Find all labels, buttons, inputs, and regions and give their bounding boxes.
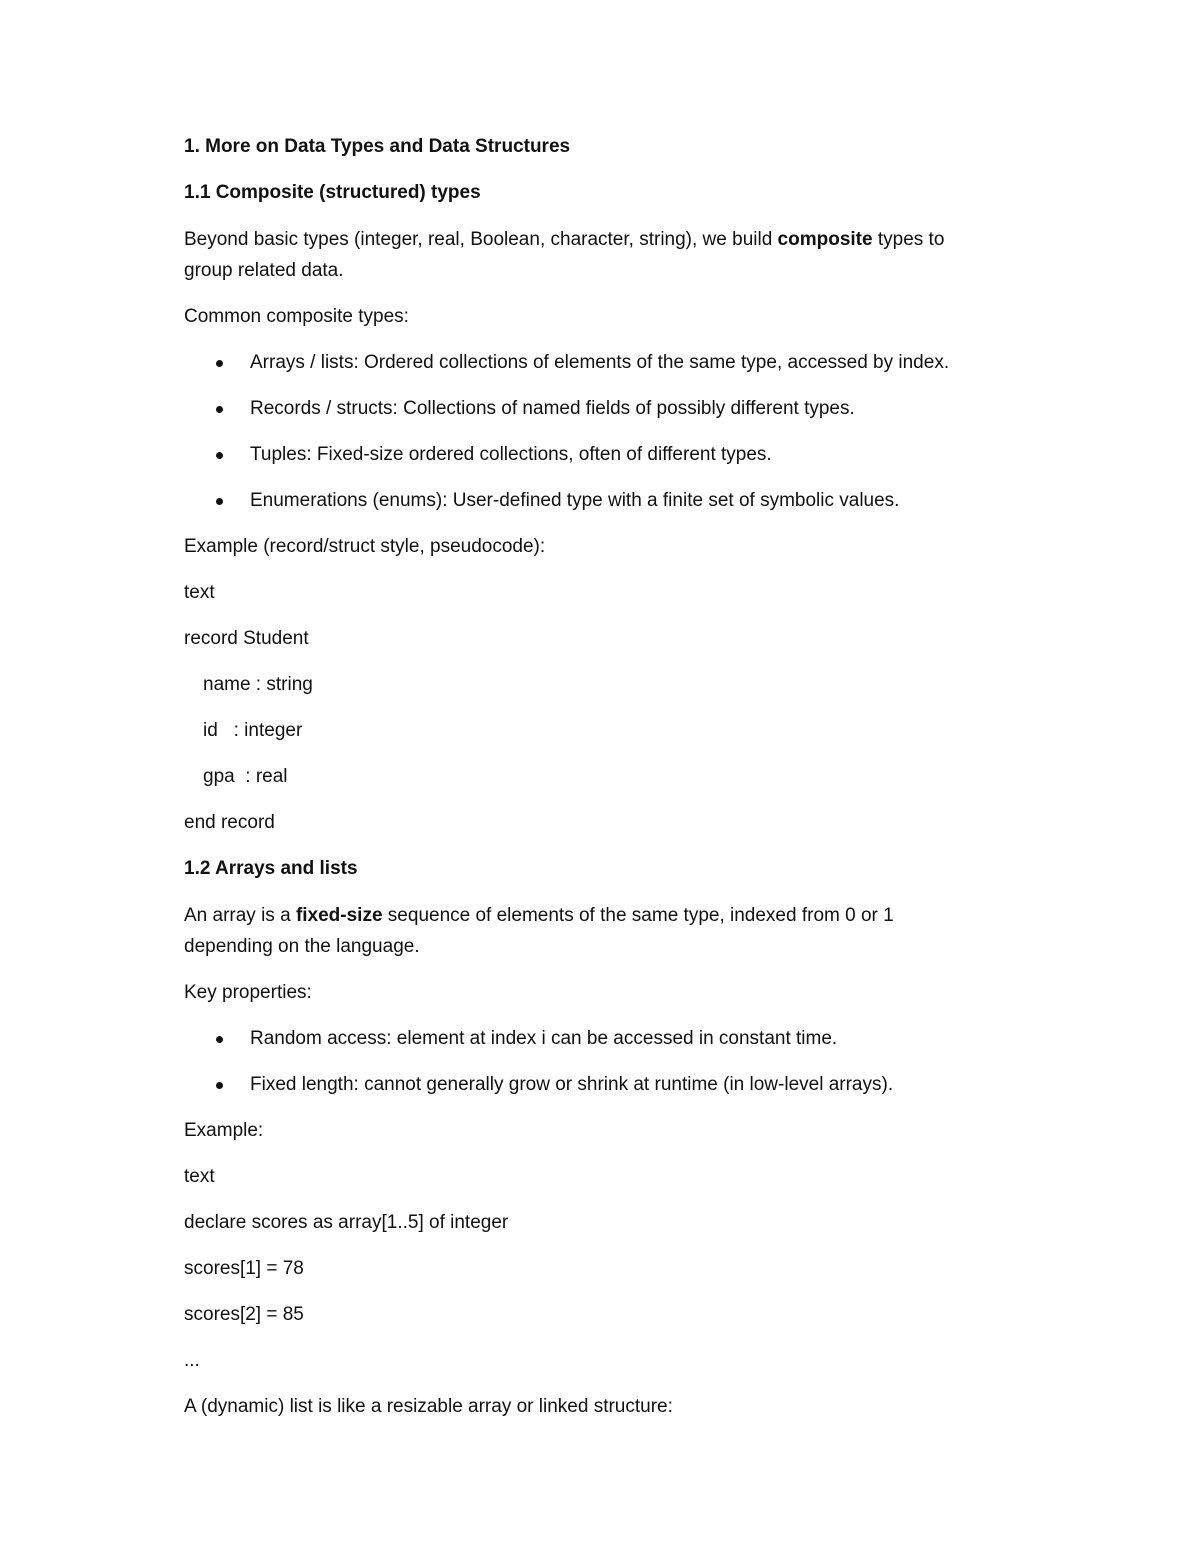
intro-text-end: types to <box>872 229 945 250</box>
code-line-assign-2: scores[2] = 85 <box>184 1304 304 1325</box>
list-item <box>184 1024 1014 1054</box>
array-intro-bold-term: fixed-size <box>295 905 383 926</box>
intro-text-start: Beyond basic types (integer, real, Boolean, character, string), we build <box>184 229 778 250</box>
code-language-label: text <box>184 582 215 603</box>
array-example-label: Example: <box>184 1120 264 1141</box>
array-properties-list <box>184 1024 1014 1100</box>
list-item-text: Tuples: Fixed-size ordered collections, often of different types. <box>250 444 772 465</box>
list-item-text: Enumerations (enums): User-defined type with a finite set of symbolic values. <box>250 490 900 511</box>
document-page <box>184 132 1014 1438</box>
list-item-text: Records / structs: Collections of named fields of possibly different types. <box>250 398 855 419</box>
list-item-text: Arrays / lists: Ordered collections of elements of the same type, accessed by index. <box>250 352 950 373</box>
record-example-label: Example (record/struct style, pseudocode): <box>184 536 546 557</box>
list-item <box>184 440 1014 470</box>
list-item <box>184 348 1014 378</box>
code-line-field-name: name : string <box>203 674 313 695</box>
intro-text-line2: group related data. <box>184 260 344 281</box>
code-line-assign-1: scores[1] = 78 <box>184 1258 304 1279</box>
code-line-end-record: end record <box>184 812 275 833</box>
array-intro-line2: depending on the language. <box>184 936 420 957</box>
list-item-text: Fixed length: cannot generally grow or shrink at runtime (in low-level arrays). <box>250 1074 894 1095</box>
list-item <box>184 486 1014 516</box>
bullet-icon <box>216 1036 223 1043</box>
subsection-title-composite: 1.1 Composite (structured) types <box>184 182 481 203</box>
intro-bold-term: composite <box>777 229 873 250</box>
section-title: 1. More on Data Types and Data Structures <box>184 136 571 157</box>
array-intro-paragraph <box>184 900 1014 962</box>
bullet-icon <box>216 1082 223 1089</box>
code-language-label: text <box>184 1166 215 1187</box>
bullet-icon <box>216 498 223 505</box>
common-types-label: Common composite types: <box>184 306 409 327</box>
subsection-title-arrays: 1.2 Arrays and lists <box>184 858 358 879</box>
bullet-icon <box>216 406 223 413</box>
code-line-field-id: id : integer <box>203 720 303 741</box>
array-intro-end: sequence of elements of the same type, indexed from 0 or 1 <box>382 905 894 926</box>
code-line-ellipsis: ... <box>184 1350 200 1371</box>
composite-types-list <box>184 348 1014 516</box>
code-line-declare: declare scores as array[1..5] of integer <box>184 1212 509 1233</box>
array-intro-start: An array is a <box>184 905 296 926</box>
list-item <box>184 1070 1014 1100</box>
code-line-record: record Student <box>184 628 309 649</box>
list-item <box>184 394 1014 424</box>
key-properties-label: Key properties: <box>184 982 312 1003</box>
dynamic-list-paragraph: A (dynamic) list is like a resizable array or linked structure: <box>184 1396 673 1417</box>
code-line-field-gpa: gpa : real <box>203 766 288 787</box>
composite-intro-paragraph <box>184 224 1014 286</box>
bullet-icon <box>216 360 223 367</box>
list-item-text: Random access: element at index i can be accessed in constant time. <box>250 1028 838 1049</box>
bullet-icon <box>216 452 223 459</box>
